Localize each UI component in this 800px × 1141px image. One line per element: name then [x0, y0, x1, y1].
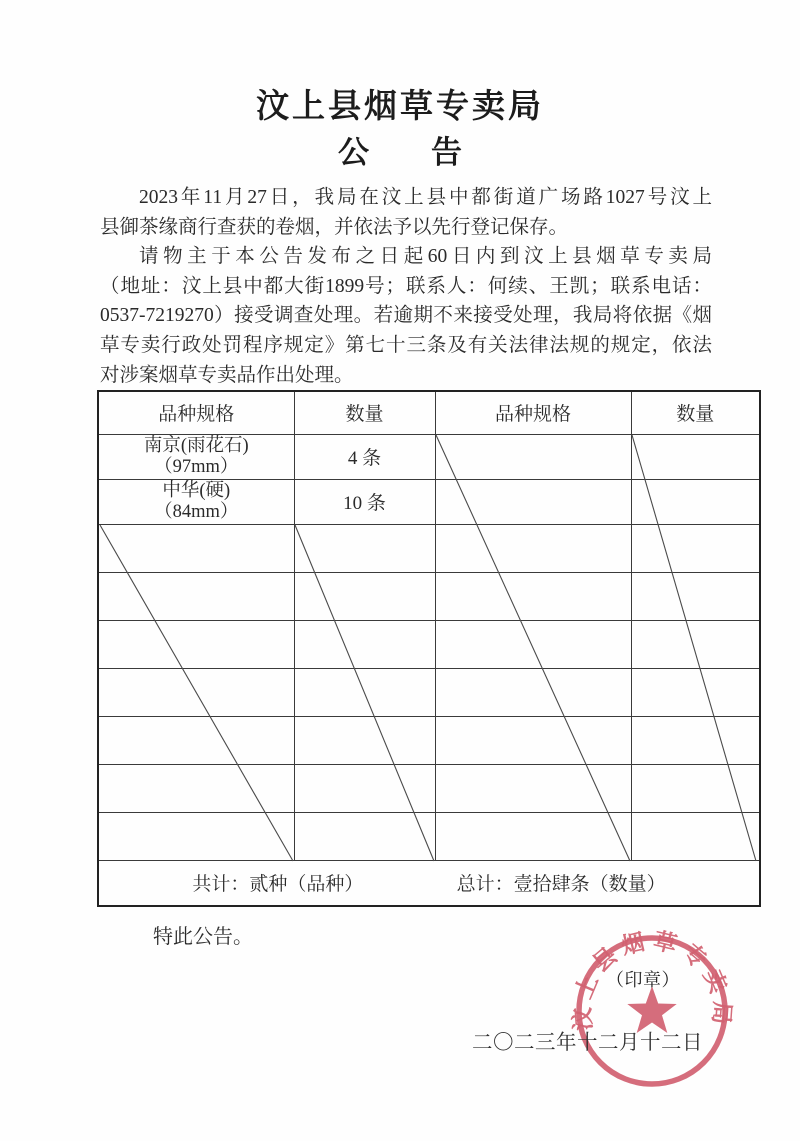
empty-cell	[294, 668, 435, 716]
empty-table-row	[98, 764, 760, 812]
empty-cell	[631, 479, 760, 524]
body-line: 县御茶缘商行查获的卷烟，并依法予以先行登记保存。	[100, 216, 569, 238]
official-seal-stamp	[531, 890, 773, 1132]
total-quantity: 总计：壹拾肆条（数量）	[456, 874, 666, 896]
empty-cell	[631, 572, 760, 620]
empty-cell	[294, 572, 435, 620]
body-line: 2023年11月27日，我局在汶上县中都街道广场路1027号汶上	[139, 187, 712, 208]
empty-cell	[98, 716, 294, 764]
empty-cell	[98, 572, 294, 620]
col-header-qty-2: 数量	[631, 391, 760, 434]
body-line: 对涉案烟草专卖品作出处理。	[100, 364, 354, 386]
table-row	[98, 479, 760, 524]
empty-table-row	[98, 668, 760, 716]
page-subtitle: 公 告	[338, 135, 462, 170]
spec-cell	[98, 479, 294, 524]
closing-statement: 特此公告。	[153, 926, 253, 948]
empty-cell	[294, 620, 435, 668]
body-line: 请物主于本公告发布之日起60日内到汶上县烟草专卖局	[139, 246, 712, 268]
empty-cell	[294, 524, 435, 572]
empty-table-row	[98, 524, 760, 572]
empty-table-row	[98, 716, 760, 764]
body-line: （地址：汶上县中都大街1899号；联系人：何续、王凯；联系电话：	[100, 275, 712, 297]
seized-goods-table-wrapper	[97, 390, 759, 907]
empty-cell	[98, 620, 294, 668]
spec-name: 中华(硬)	[162, 480, 231, 501]
empty-cell	[435, 812, 631, 860]
empty-cell	[294, 764, 435, 812]
col-header-spec-1: 品种规格	[98, 391, 294, 434]
spec-name: 南京(雨花石)	[143, 435, 249, 456]
empty-cell	[631, 812, 760, 860]
empty-table-row	[98, 572, 760, 620]
empty-table-row	[98, 812, 760, 860]
empty-cell	[98, 812, 294, 860]
col-header-qty-1: 数量	[294, 391, 435, 434]
empty-cell	[435, 524, 631, 572]
qty-cell: 4 条	[294, 434, 435, 479]
empty-cell	[435, 572, 631, 620]
body-line: 草专卖行政处罚程序规定》第七十三条及有关法律法规的规定，依法	[100, 334, 712, 356]
empty-cell	[435, 716, 631, 764]
spec-cell	[98, 434, 294, 479]
empty-cell	[631, 434, 760, 479]
empty-cell	[435, 434, 631, 479]
empty-cell	[631, 620, 760, 668]
table-row	[98, 434, 760, 479]
paragraph-2	[100, 242, 712, 390]
seized-goods-table	[97, 390, 761, 907]
qty-cell: 10 条	[294, 479, 435, 524]
empty-cell	[98, 668, 294, 716]
empty-cell	[631, 716, 760, 764]
empty-cell	[631, 524, 760, 572]
empty-cell	[435, 764, 631, 812]
spec-size: （84mm）	[154, 501, 239, 522]
empty-cell	[631, 668, 760, 716]
empty-cell	[435, 479, 631, 524]
page-title: 汶上县烟草专卖局	[256, 89, 544, 125]
seal-ring-text: 汶上县烟草专卖局	[569, 927, 735, 1032]
table-header-row	[98, 391, 760, 434]
seal-placeholder-label: （印章）	[606, 970, 680, 990]
document-date: 二〇二三年十二月十二日	[472, 1032, 703, 1054]
notice-body	[100, 183, 712, 390]
empty-cell	[435, 620, 631, 668]
empty-cell	[294, 716, 435, 764]
empty-cell	[294, 812, 435, 860]
empty-cell	[631, 764, 760, 812]
empty-cell	[435, 668, 631, 716]
body-line: 0537-7219270）接受调查处理。若逾期不来接受处理，我局将依据《烟	[100, 305, 712, 327]
spec-size: （97mm）	[154, 456, 239, 477]
total-varieties: 共计：贰种（品种）	[192, 874, 364, 896]
col-header-spec-2: 品种规格	[435, 391, 631, 434]
paragraph-1	[100, 183, 712, 242]
empty-cell	[98, 524, 294, 572]
empty-table-row	[98, 620, 760, 668]
empty-cell	[98, 764, 294, 812]
